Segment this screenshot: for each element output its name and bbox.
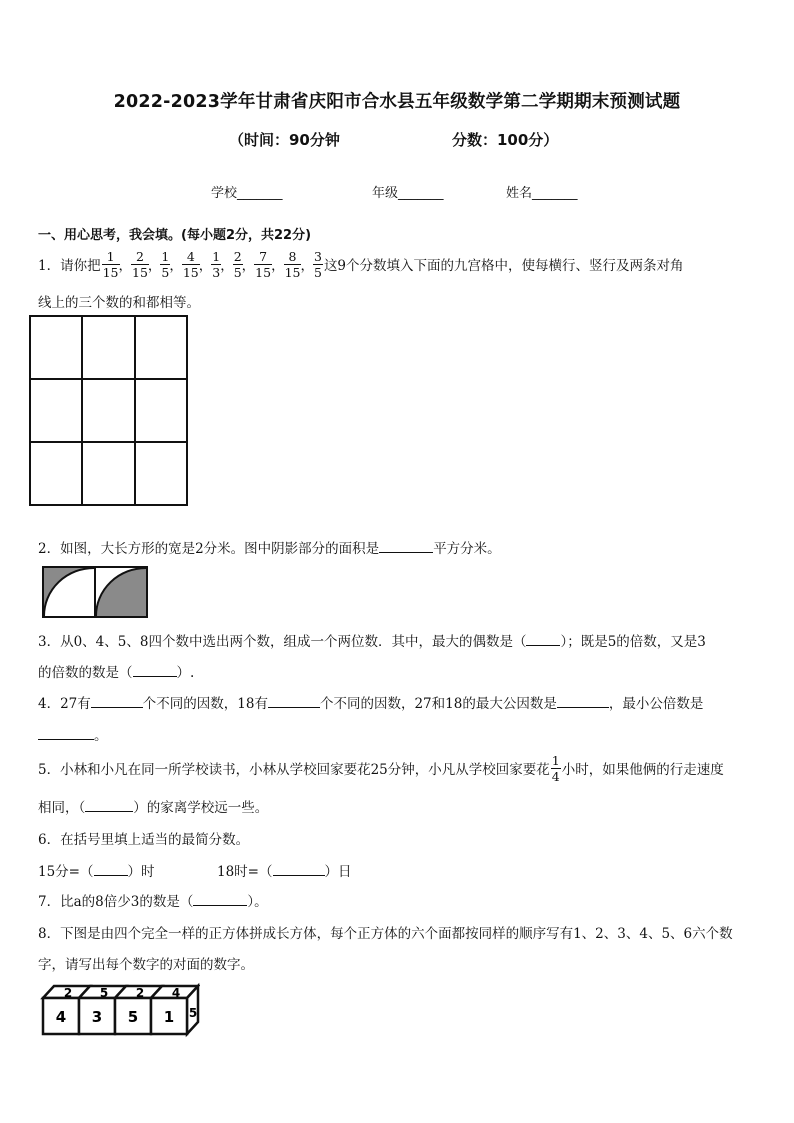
question-6: 6．在括号里填上适当的最简分数。 xyxy=(38,832,250,848)
fraction-denominator: 5 xyxy=(233,264,242,280)
q2-unit: 平方分米。 xyxy=(433,541,501,557)
magic-square-grid xyxy=(29,315,188,506)
fraction-denominator: 15 xyxy=(255,264,272,280)
q7-end: ）。 xyxy=(247,894,268,910)
grid-cell[interactable] xyxy=(135,379,187,442)
q4-text: 个不同的因数，18有 xyxy=(142,696,268,712)
grid-cell[interactable] xyxy=(135,442,187,505)
grid-cell[interactable] xyxy=(30,316,82,379)
cube-top-number: 4 xyxy=(171,986,181,1000)
q4-end: 。 xyxy=(94,728,108,744)
answer-blank[interactable] xyxy=(133,664,177,677)
grid-cell[interactable] xyxy=(82,442,134,505)
fraction-separator: ， xyxy=(169,258,183,274)
answer-blank[interactable] xyxy=(91,695,143,708)
q6-part1 xyxy=(38,860,155,880)
fraction-numerator: 1 xyxy=(161,248,170,264)
cube-top-number: 2 xyxy=(135,986,145,1000)
fraction-numerator: 3 xyxy=(313,248,322,264)
q2-text: 2．如图，大长方形的宽是2分米。图中阴影部分的面积是 xyxy=(38,541,380,557)
q1-fraction xyxy=(182,249,200,280)
grid-cell[interactable] xyxy=(30,379,82,442)
question-4 xyxy=(38,692,703,712)
cube-front-number: 1 xyxy=(163,1008,175,1026)
answer-blank[interactable] xyxy=(38,727,94,740)
q5-text-cont: 小时，如果他俩的行走速度 xyxy=(561,762,724,778)
q4-text: ，最小公倍数是 xyxy=(608,696,704,712)
q4-text: 4．27有 xyxy=(38,696,91,712)
fraction-numerator: 1 xyxy=(551,752,560,768)
q6-part1-text: 15分=（ xyxy=(38,864,94,880)
answer-blank[interactable] xyxy=(273,863,325,876)
fraction-numerator: 8 xyxy=(288,248,297,264)
fraction-denominator: 5 xyxy=(161,264,170,280)
question-5 xyxy=(38,748,724,788)
question-8: 8．下图是由四个完全一样的正方体拼成长方体，每个正方体的六个面都按同样的顺序写有1、2、3、4、5、6六个数 xyxy=(38,926,733,942)
q5-text-end: ）的家离学校远一些。 xyxy=(133,800,269,816)
answer-blank[interactable] xyxy=(94,863,128,876)
grid-cell[interactable] xyxy=(30,442,82,505)
q5-line2 xyxy=(38,796,268,816)
question-3 xyxy=(38,630,706,650)
grade-field[interactable]: 年级_______ xyxy=(372,186,444,201)
q1-fraction xyxy=(131,249,149,280)
fraction-denominator: 15 xyxy=(284,264,301,280)
shaded-rectangle-figure xyxy=(42,566,148,618)
page-title: 2022-2023学年甘肃省庆阳市合水县五年级数学第二学期期末预测试题 xyxy=(113,92,681,112)
q5-text-line2: 相同，（ xyxy=(38,800,86,816)
fraction-separator: ， xyxy=(220,258,234,274)
grid-cell[interactable] xyxy=(82,379,134,442)
fraction-denominator: 15 xyxy=(102,264,119,280)
fraction-numerator: 2 xyxy=(233,248,242,264)
fraction-denominator: 15 xyxy=(132,264,148,280)
q6-part2 xyxy=(217,860,352,880)
fraction-numerator: 1 xyxy=(106,248,115,264)
grid-cell[interactable] xyxy=(82,316,134,379)
section-heading: 一、用心思考，我会填。(每小题2分，共22分) xyxy=(38,228,312,243)
question-2 xyxy=(38,537,501,557)
fraction-separator: ， xyxy=(198,258,213,274)
fraction-numerator: 4 xyxy=(186,248,195,264)
fraction-numerator: 7 xyxy=(259,248,268,264)
grid-cell[interactable] xyxy=(135,316,187,379)
time-limit: （时间：90分钟 xyxy=(229,131,340,149)
answer-blank[interactable] xyxy=(268,695,320,708)
cube-front-number: 5 xyxy=(127,1008,139,1026)
fraction-numerator: 2 xyxy=(135,248,144,264)
q8-line2: 字，请写出每个数字的对面的数字。 xyxy=(38,957,254,973)
q4-text: 个不同的因数，27和18的最大公因数是 xyxy=(319,696,557,712)
name-field[interactable]: 姓名_______ xyxy=(506,186,578,201)
fraction-denominator: 4 xyxy=(551,768,560,784)
school-field[interactable]: 学校_______ xyxy=(211,186,283,201)
answer-blank[interactable] xyxy=(526,633,560,646)
q4-line2 xyxy=(38,724,108,744)
answer-blank[interactable] xyxy=(557,695,609,708)
q1-fraction xyxy=(254,249,272,280)
q1-suffix: 这9个分数填入下面的九宫格中，使每横行、竖行及两条对角 xyxy=(323,258,684,274)
q1-fraction-list xyxy=(101,249,324,280)
fraction-numerator: 1 xyxy=(212,248,221,264)
question-7 xyxy=(38,890,268,910)
q1-prefix: 1．请你把 xyxy=(38,258,101,274)
fraction-separator: ， xyxy=(241,258,256,274)
q1-fraction xyxy=(313,249,323,280)
q3-text: 3．从0、4、5、8四个数中选出两个数，组成一个两位数．其中，最大的偶数是（ xyxy=(38,634,527,650)
fraction-separator: ， xyxy=(300,258,314,274)
cube-row-figure xyxy=(40,982,200,1038)
q5-fraction xyxy=(551,753,561,784)
q3-text-cont: ）；既是5的倍数，又是3 xyxy=(560,634,706,650)
cube-side-number: 5 xyxy=(188,1006,198,1020)
cube-top-number: 5 xyxy=(99,986,109,1000)
fraction-denominator: 5 xyxy=(313,264,322,280)
cube-front-number: 4 xyxy=(55,1008,67,1026)
answer-blank[interactable] xyxy=(85,799,133,812)
q3-text-end: ）. xyxy=(176,665,195,681)
cube-front-number: 3 xyxy=(91,1008,103,1026)
fraction-separator: ， xyxy=(147,258,162,274)
q1-fraction xyxy=(102,249,120,280)
answer-blank[interactable] xyxy=(379,540,433,553)
q6-part2-text: 18时=（ xyxy=(217,864,273,880)
q1-line2: 线上的三个数的和都相等。 xyxy=(38,295,200,311)
q6-part2-unit: ）日 xyxy=(324,864,352,880)
q3-line2 xyxy=(38,661,194,681)
fraction-denominator: 15 xyxy=(182,264,199,280)
cube-top-number: 2 xyxy=(63,986,73,1000)
q6-part1-unit: ）时 xyxy=(127,864,155,880)
total-score: 分数：100分） xyxy=(452,131,559,149)
q5-text: 5．小林和小凡在同一所学校读书，小林从学校回家要花25分钟，小凡从学校回家要花 xyxy=(38,762,550,778)
q7-text: 7．比a的8倍少3的数是（ xyxy=(38,894,194,910)
answer-blank[interactable] xyxy=(193,893,247,906)
question-1 xyxy=(38,244,684,284)
fraction-separator: ， xyxy=(118,258,132,274)
fraction-separator: ， xyxy=(271,258,285,274)
fraction-denominator: 3 xyxy=(212,264,221,280)
q1-fraction xyxy=(284,249,302,280)
q3-text-line2: 的倍数的数是（ xyxy=(38,665,133,681)
